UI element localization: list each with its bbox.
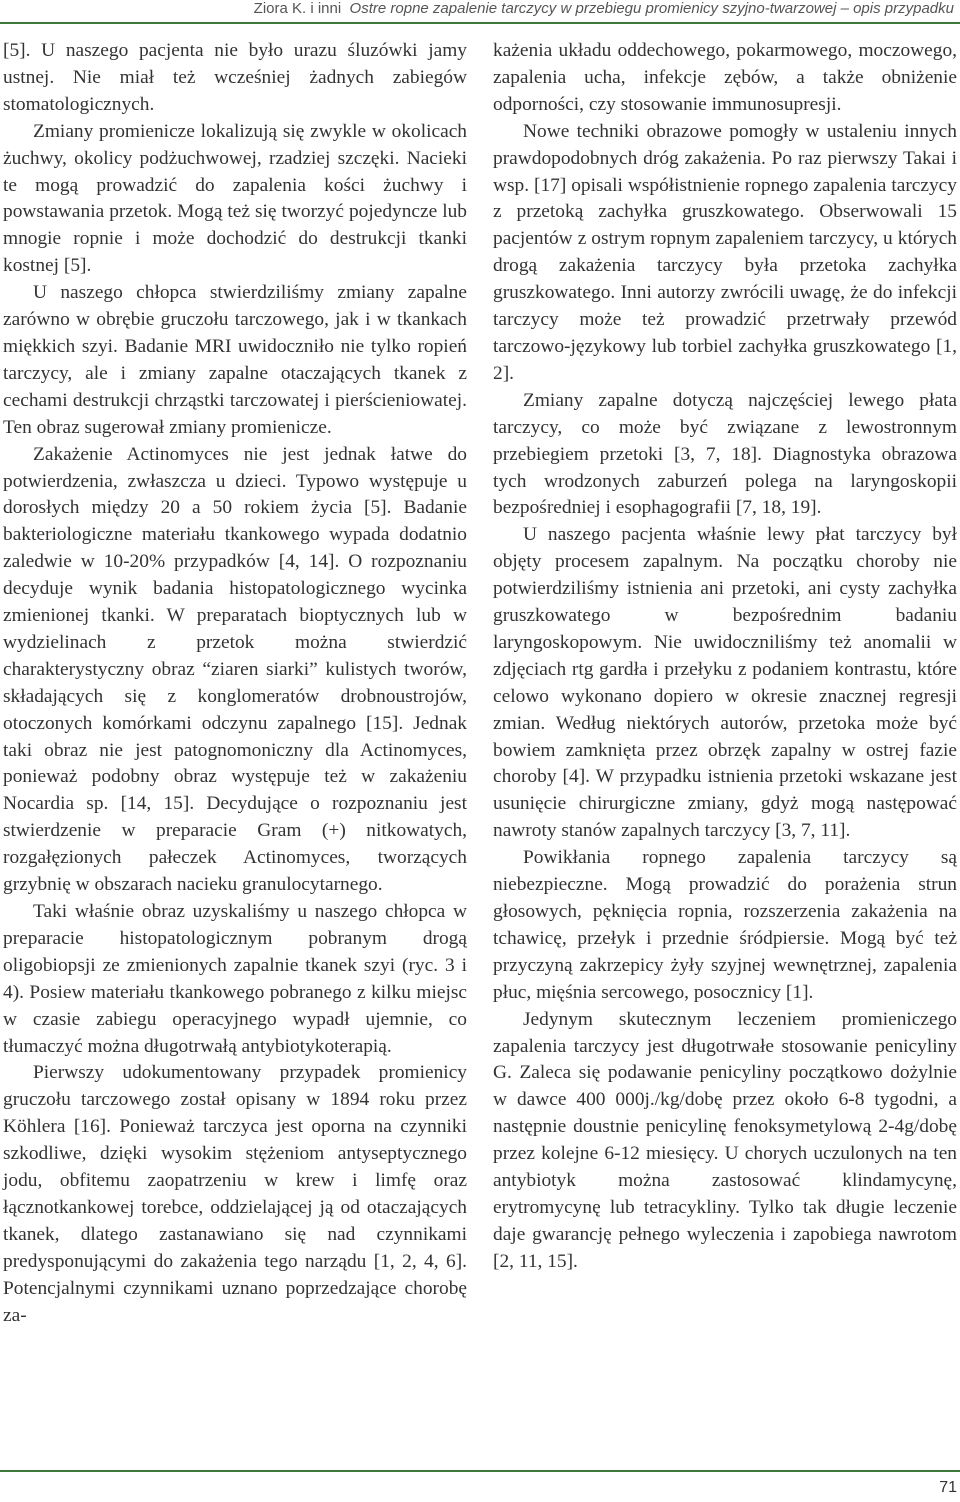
- right-paragraph-3: Zmiany zapalne dotyczą najczęściej lewego płata tarczycy, co może być związane z lewostronnym przebiegiem przetoki [3, 7, 18]. Diagnostyka obrazowa tych wrodzonych zaburzeń polega na laryngoskopii bezpośredniej i esophagografii [7, 18, 19].: [493, 389, 957, 519]
- left-paragraph-1: [5]. U naszego pacjenta nie było urazu śluzówki jamy ustnej. Nie miał też wcześniej żadnych zabiegów stomatologicznych.: [3, 40, 467, 115]
- right-column: [493, 38, 957, 1276]
- left-column: [3, 38, 467, 1330]
- right-paragraph-5: Powikłania ropnego zapalenia tarczycy są niebezpieczne. Mogą prowadzić do porażenia strun głosowych, pęknięcia ropnia, rozszerzenia zakażenia na tchawicę, przełyk i przednie śródpiersie. Mogą być też przyczyną zakrzepicy żyły szyjnej wewnętrznej, zapalenia płuc, mięśnia sercowego, posocznicy [1].: [493, 847, 957, 1003]
- footer-rule: [0, 1470, 960, 1472]
- left-paragraph-4: Zakażenie Actinomyces nie jest jednak łatwe do potwierdzenia, zwłaszcza u dzieci. Typowo występuje u dorosłych między 20 a 50 rokiem życia [5]. Badanie bakteriologiczne materiału tkankowego wypada dodatnio zaledwie w 10-20% przypadków [4, 14]. O rozpoznaniu decyduje wynik badania histopatologicznego wycinka zmienionej tkanki. W preparatach bioptycznych lub w wydzielinach z przetok można stwierdzić charakterystyczny obraz “ziaren siarki” kulistych tworów, składających się z konglomeratów drobnoustrojów, otoczonych komórkami odczynu zapalnego [15]. Jednak taki obraz nie jest patognomoniczny dla Actinomyces, ponieważ podobny obraz występuje też w zakażeniu Nocardia sp. [14, 15]. Decydujące o rozpoznaniu jest stwierdzenie w preparacie Gram (+) nitkowatych, rozgałęzionych pałeczek Actinomyces, tworzących grzybnię w obszarach nacieku granulocytarnego.: [3, 443, 467, 896]
- right-paragraph-2: Nowe techniki obrazowe pomogły w ustaleniu innych prawdopodobnych dróg zakażenia. Po raz pierwszy Takai i wsp. [17] opisali współistnienie ropnego zapalenia tarczycy z przetoką zachyłka gruszkowatego. Obserwowali 15 pacjentów z ostrym ropnym zapaleniem tarczycy, u których drogą zakażenia tarczycy była przetoka zachyłka gruszkowatego. Inni autorzy zwrócili uwagę, że do infekcji tarczycy może też prowadzić przetrwały przewód tarczowo-językowy lub torbiel zachyłka gruszkowatego [1, 2].: [493, 120, 957, 384]
- left-paragraph-5: Taki właśnie obraz uzyskaliśmy u naszego chłopca w preparacie histopatologicznym pobranym drogą oligobiopsji ze zmienionych zapalnie tkanek szyi (ryc. 3 i 4). Posiew materiału tkankowego pobranego z kilku miejsc w czasie zabiegu operacyjnego wypadł ujemnie, co tłumaczyć można długotrwałą antybiotykoterapią.: [3, 901, 467, 1057]
- header-article-title: Ostre ropne zapalenie tarczycy w przebiegu promienicy szyjno-twarzowej – opis przypadku: [349, 0, 954, 17]
- header-rule: [0, 22, 960, 24]
- right-paragraph-1: każenia układu oddechowego, pokarmowego, moczowego, zapalenia ucha, infekcje zębów, a także obniżenie odporności, czy stosowanie immunosupresji.: [493, 40, 957, 115]
- page-number: 71: [939, 1479, 957, 1496]
- right-paragraph-6: Jedynym skutecznym leczeniem promieniczego zapalenia tarczycy jest długotrwałe stosowanie penicyliny G. Zaleca się podawanie penicyliny początkowo dożylnie w dawce 400 000j./kg/dobę przez około 6-8 tygodni, a następnie doustnie penicylinę fenoksymetylową 2-4g/dobę przez kolejne 6-12 miesięcy. U chorych uczulonych na ten antybiotyk można zastosować klindamycynę, erytromycynę lub tetracykliny. Tylko tak długie leczenie daje gwarancję pełnego wyleczenia i zapobiega nawrotom [2, 11, 15].: [493, 1008, 957, 1272]
- header-authors: Ziora K. i inni: [253, 0, 342, 17]
- left-paragraph-2: Zmiany promienicze lokalizują się zwykle w okolicach żuchwy, okolicy podżuchwowej, rzadziej szczęki. Nacieki te mogą prowadzić do zapalenia kości żuchwy i powstawania przetok. Mogą też się tworzyć pojedyncze lub mnogie ropnie i może dochodzić do destrukcji tkanki kostnej [5].: [3, 120, 467, 277]
- running-header: [0, 0, 954, 18]
- right-paragraph-4: U naszego pacjenta właśnie lewy płat tarczycy był objęty procesem zapalnym. Na początku choroby nie potwierdziliśmy istnienia ani przetoki, ani cysty zachyłka gruszkowatego w bezpośrednim badaniu laryngoskopowym. Nie uwidoczniliśmy też anomalii w zdjęciach rtg gardła i przełyku z podaniem kontrastu, które celowo wykonano dopiero w okresie znacznej regresji zmian. Według niektórych autorów, przetoka może być bowiem zamknięta przez obrzęk zapalny w ostrej fazie choroby [4]. W przypadku istnienia przetoki wskazane jest usunięcie chirurgiczne zmiany, gdyż mogą następować nawroty stanów zapalnych tarczycy [3, 7, 11].: [493, 524, 957, 842]
- left-paragraph-6: Pierwszy udokumentowany przypadek promienicy gruczołu tarczowego został opisany w 1894 roku przez Köhlera [16]. Ponieważ tarczyca jest oporna na czynniki szkodliwe, dzięki wysokim stężeniom antyseptycznego jodu, obfitemu zaopatrzeniu w krew i limfę oraz łącznotkankowej torebce, oddzielającej ją od otaczających tkanek, dlatego zastanawiano się nad czynnikami predysponującymi do zakażenia tego narządu [1, 2, 4, 6]. Potencjalnymi czynnikami uznano poprzedzające chorobę za-: [3, 1062, 467, 1326]
- left-paragraph-3: U naszego chłopca stwierdziliśmy zmiany zapalne zarówno w obrębie gruczołu tarczowego, jak i w tkankach miękkich szyi. Badanie MRI uwidoczniło nie tylko ropień tarczycy, ale i zmiany zapalne otaczających tkanek z cechami destrukcji chrząstki tarczowatej i pierścieniowatej. Ten obraz sugerował zmiany promienicze.: [3, 282, 467, 438]
